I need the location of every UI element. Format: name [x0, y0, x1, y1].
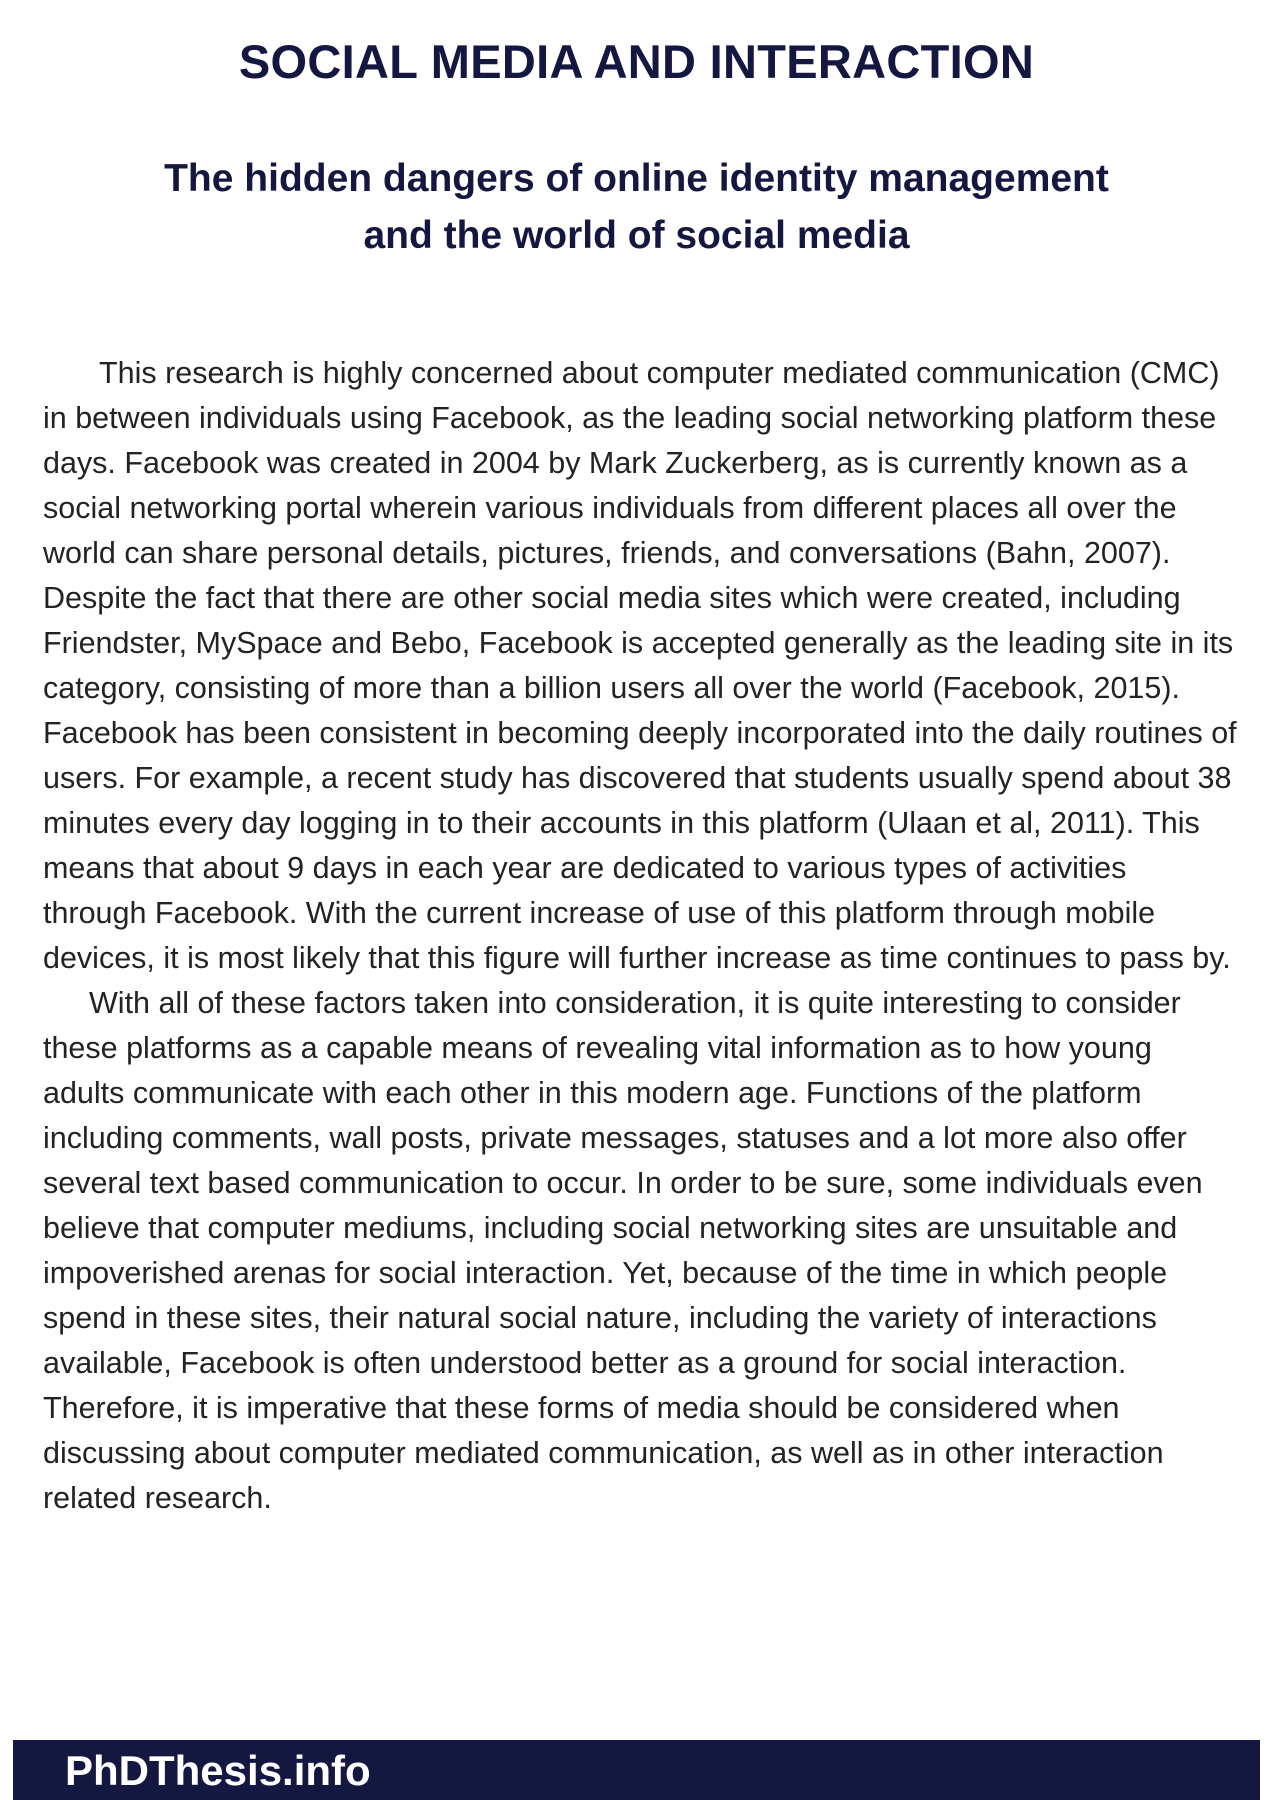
subtitle-line-2: and the world of social media [363, 214, 910, 257]
page-title: SOCIAL MEDIA AND INTERACTION [238, 35, 1035, 88]
page-subtitle [80, 150, 1193, 264]
paragraph-1: This research is highly concerned about computer mediated communication (CMC) in between individuals using Facebook, as the leading social networking platform these days. Facebook was created in 2004 by Mark Zuckerberg, as is currently known as a social networking portal wherein various individuals from different places all over the world can share personal details, pictures, friends, and conversations (Bahn, 2007). Despite the fact that there are other social media sites which were created, including Friendster, MySpace and Bebo, Facebook is accepted generally as the leading site in its category, consisting of more than a billion users all over the world (Facebook, 2015). Facebook has been consistent in becoming deeply incorporated into the daily routines of users. For example, a recent study has discovered that students usually spend about 38 minutes every day logging in to their accounts in this platform (Ulaan et al, 2011). This means that about 9 days in each year are dedicated to various types of activities through Facebook. With the current increase of use of this platform through mobile devices, it is most likely that this figure will further increase as time continues to pass by. [43, 356, 1237, 975]
paragraph-2: With all of these factors taken into consideration, it is quite interesting to consider these platforms as a capable means of revealing vital information as to how young adults communicate with each other in this modern age. Functions of the platform including comments, wall posts, private messages, statuses and a lot more also offer several text based communication to occur. In order to be sure, some individuals even believe that computer mediums, including social networking sites are unsuitable and impoverished arenas for social interaction. Yet, because of the time in which people spend in these sites, their natural social nature, including the variety of interactions available, Facebook is often understood better as a ground for social interaction. Therefore, it is imperative that these forms of media should be considered when discussing about computer mediated communication, as well as in other interaction related research. [43, 986, 1203, 1515]
article-body [43, 351, 1238, 1521]
footer-bar [13, 1740, 1260, 1800]
subtitle-line-1: The hidden dangers of online identity management [164, 157, 1109, 200]
footer-brand-link[interactable]: PhDThesis.info [65, 1747, 371, 1794]
